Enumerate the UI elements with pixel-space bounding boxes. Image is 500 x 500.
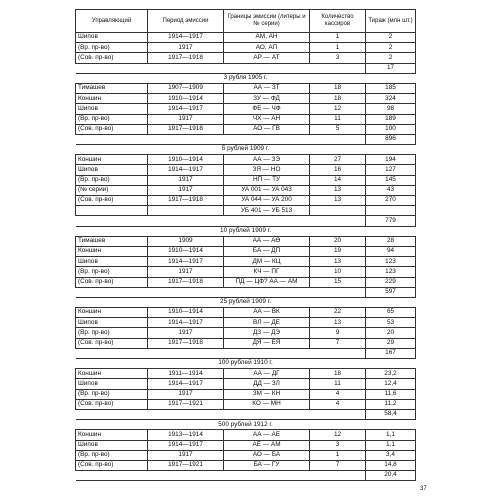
total-row — [76, 63, 416, 73]
header-manager: Управляющий — [76, 10, 148, 33]
cell-manager: (Сов. пр-во) — [76, 460, 148, 470]
cell-manager: Шипов — [76, 257, 148, 267]
cell-range: АА — ЗЭ — [224, 155, 310, 165]
cell-circulation: 123 — [366, 257, 416, 267]
cell-cashiers: 1 — [310, 450, 366, 460]
total-spacer — [76, 471, 366, 481]
section-title: 5 рублей 1909 г. — [76, 145, 416, 155]
cell-circulation: 127 — [366, 165, 416, 175]
cell-period: 1910—1914 — [148, 246, 224, 256]
total-spacer — [76, 409, 366, 419]
cell-period: 1917—1918 — [148, 196, 224, 206]
cell-circulation: 145 — [366, 175, 416, 185]
total-value: 20,4 — [366, 471, 416, 481]
cell-range: АА — АӨ — [224, 236, 310, 246]
table-row — [76, 155, 416, 165]
cell-circulation: 100 — [366, 124, 416, 134]
cell-circulation: 270 — [366, 196, 416, 206]
cell-period: 1917—1918 — [148, 338, 224, 348]
cell-period: 1914—1917 — [148, 440, 224, 450]
cell-range: АА — ВК — [224, 308, 310, 318]
cell-range: АА — АЕ — [224, 430, 310, 440]
header-period: Период эмиссии — [148, 10, 224, 33]
cell-manager: Шипов — [76, 165, 148, 175]
table-row — [76, 175, 416, 185]
cell-manager: Тимашев — [76, 236, 148, 246]
cell-circulation: 229 — [366, 277, 416, 287]
cell-manager: (Сов. пр-во) — [76, 277, 148, 287]
cell-cashiers: 3 — [310, 440, 366, 450]
total-spacer — [76, 216, 366, 226]
cell-period: 1917—1918 — [148, 124, 224, 134]
cell-circulation: 194 — [366, 155, 416, 165]
table-row — [76, 460, 416, 470]
table-row — [76, 277, 416, 287]
cell-circulation: 189 — [366, 114, 416, 124]
cell-cashiers: 22 — [310, 308, 366, 318]
table-row — [76, 257, 416, 267]
page-number: 37 — [420, 486, 427, 492]
total-value: 58,4 — [366, 409, 416, 419]
total-row — [76, 216, 416, 226]
cell-circulation: 28 — [366, 236, 416, 246]
cell-manager: Шипов — [76, 379, 148, 389]
cell-range: ЗМ — КН — [224, 389, 310, 399]
cell-period: 1910—1914 — [148, 308, 224, 318]
cell-cashiers: 19 — [310, 246, 366, 256]
cell-circulation: 65 — [366, 308, 416, 318]
table-row — [76, 246, 416, 256]
cell-manager: (Сов. пр-во) — [76, 399, 148, 409]
section-title-row — [76, 73, 416, 83]
cell-cashiers: 4 — [310, 399, 366, 409]
cell-range: ДЗ — ДЭ — [224, 328, 310, 338]
header-range: Границы эмиссии (литеры и № серии) — [224, 10, 310, 33]
section-title: 100 рублей 1910 г. — [76, 359, 416, 369]
cell-manager: (Сов. пр-во) — [76, 124, 148, 134]
cell-cashiers: 16 — [310, 165, 366, 175]
header-row — [76, 10, 416, 33]
cell-period: 1917 — [148, 328, 224, 338]
cell-period: 1914—1917 — [148, 379, 224, 389]
cell-period: 1917 — [148, 175, 224, 185]
cell-range: ЧХ — АН — [224, 114, 310, 124]
cell-cashiers: 27 — [310, 155, 366, 165]
total-value: 597 — [366, 287, 416, 297]
cell-manager: Коншин — [76, 369, 148, 379]
cell-range: УА 001 — УА 043 — [224, 185, 310, 195]
cell-circulation: 11,2 — [366, 399, 416, 409]
cell-cashiers: 12 — [310, 104, 366, 114]
cell-circulation: 324 — [366, 94, 416, 104]
section-title: 500 рублей 1912 г. — [76, 420, 416, 430]
total-row — [76, 409, 416, 419]
cell-cashiers: 12 — [310, 430, 366, 440]
cell-period: 1913—1914 — [148, 430, 224, 440]
cell-circulation: 1,1 — [366, 430, 416, 440]
cell-cashiers: 3 — [310, 53, 366, 63]
cell-range: АО — БА — [224, 450, 310, 460]
cell-range: ЗЯ — НО — [224, 165, 310, 175]
cell-circulation: 2 — [366, 33, 416, 43]
total-spacer — [76, 63, 366, 73]
cell-manager: Шипов — [76, 440, 148, 450]
cell-period: 1910—1914 — [148, 94, 224, 104]
table-row — [76, 389, 416, 399]
total-row — [76, 471, 416, 481]
table-row — [76, 430, 416, 440]
table-row — [76, 308, 416, 318]
cell-cashiers: 11 — [310, 379, 366, 389]
table-row — [76, 165, 416, 175]
table-row — [76, 236, 416, 246]
cell-period: 1914—1917 — [148, 318, 224, 328]
cell-cashiers: 10 — [310, 267, 366, 277]
cell-range: АО — ГВ — [224, 124, 310, 134]
cell-cashiers: 13 — [310, 257, 366, 267]
total-spacer — [76, 348, 366, 358]
cell-period: 1911—1914 — [148, 369, 224, 379]
cell-manager: (Вр. пр-во) — [76, 114, 148, 124]
cell-range: ФЕ — ЧФ — [224, 104, 310, 114]
cell-cashiers: 13 — [310, 185, 366, 195]
cell-circulation: 29 — [366, 338, 416, 348]
total-value: 779 — [366, 216, 416, 226]
cell-circulation: 123 — [366, 267, 416, 277]
section-title-row — [76, 226, 416, 236]
cell-period: 1917 — [148, 114, 224, 124]
table-row — [76, 185, 416, 195]
cell-range: АА — ДГ — [224, 369, 310, 379]
table-row — [76, 124, 416, 134]
table-row — [76, 328, 416, 338]
total-spacer — [76, 134, 366, 144]
cell-period — [148, 206, 224, 216]
cell-cashiers: 1 — [310, 33, 366, 43]
total-row — [76, 287, 416, 297]
cell-manager: Коншин — [76, 430, 148, 440]
cell-range: БА — ГУ — [224, 460, 310, 470]
total-row — [76, 348, 416, 358]
cell-manager: Коншин — [76, 246, 148, 256]
table-row — [76, 114, 416, 124]
cell-period: 1907—1909 — [148, 83, 224, 93]
cell-circulation: 2 — [366, 43, 416, 53]
cell-circulation: 94 — [366, 246, 416, 256]
table-row — [76, 379, 416, 389]
cell-circulation: 43 — [366, 185, 416, 195]
table-row — [76, 399, 416, 409]
cell-circulation: 3,4 — [366, 450, 416, 460]
section-title: 10 рублей 1909 г. — [76, 226, 416, 236]
table-row — [76, 43, 416, 53]
cell-range: АА — ЗТ — [224, 83, 310, 93]
table-row — [76, 53, 416, 63]
cell-period: 1910—1914 — [148, 155, 224, 165]
header-cashiers: Количество кассиров — [310, 10, 366, 33]
total-row — [76, 134, 416, 144]
table-row — [76, 94, 416, 104]
cell-cashiers: 13 — [310, 196, 366, 206]
cell-period: 1917—1918 — [148, 277, 224, 287]
cell-range: УБ 401 — УБ 513 — [224, 206, 310, 216]
table-row — [76, 104, 416, 114]
section-title-row — [76, 297, 416, 307]
cell-cashiers: 4 — [310, 389, 366, 399]
cell-period: 1914—1917 — [148, 165, 224, 175]
cell-range: ВЛ — ДЕ — [224, 318, 310, 328]
cell-range: УА 044 — УА 200 — [224, 196, 310, 206]
table-row — [76, 83, 416, 93]
cell-circulation: 53 — [366, 318, 416, 328]
cell-period: 1917—1918 — [148, 53, 224, 63]
cell-cashiers — [310, 206, 366, 216]
cell-cashiers: 13 — [310, 318, 366, 328]
total-value: 167 — [366, 348, 416, 358]
cell-period: 1914—1917 — [148, 33, 224, 43]
cell-range: КО — МН — [224, 399, 310, 409]
cell-circulation: 23,2 — [366, 369, 416, 379]
table-row — [76, 338, 416, 348]
cell-circulation: 12,4 — [366, 379, 416, 389]
cell-circulation: 14,8 — [366, 460, 416, 470]
cell-period: 1917—1921 — [148, 460, 224, 470]
cell-cashiers: 11 — [310, 114, 366, 124]
cell-circulation: 20 — [366, 328, 416, 338]
table-row — [76, 206, 416, 216]
cell-cashiers: 18 — [310, 94, 366, 104]
header-circulation: Тираж (млн шт.) — [366, 10, 416, 33]
cell-manager: Шипов — [76, 104, 148, 114]
cell-manager: (Вр. пр-во) — [76, 267, 148, 277]
cell-range: ДД — ЗЛ — [224, 379, 310, 389]
cell-range: ДМ — КЦ — [224, 257, 310, 267]
cell-manager: Шипов — [76, 318, 148, 328]
cell-manager: (Вр. пр-во) — [76, 328, 148, 338]
section-title-row — [76, 145, 416, 155]
cell-range: ДЯ — ЕЯ — [224, 338, 310, 348]
cell-range: НП — ТУ — [224, 175, 310, 185]
table-row — [76, 318, 416, 328]
cell-manager: (Вр. пр-во) — [76, 450, 148, 460]
cell-range: БА — ДП — [224, 246, 310, 256]
cell-period: 1917 — [148, 389, 224, 399]
section-title-row — [76, 420, 416, 430]
cell-manager: (Вр. пр-во) — [76, 389, 148, 399]
cell-range: КЧ — ПГ — [224, 267, 310, 277]
cell-range: ПД — ЦФ? АА — АМ — [224, 277, 310, 287]
cell-period: 1914—1917 — [148, 257, 224, 267]
cell-manager: (Вр. пр-во) — [76, 43, 148, 53]
cell-manager: Шипов — [76, 33, 148, 43]
cell-manager: Коншин — [76, 94, 148, 104]
cell-manager: (Сов. пр-во) — [76, 53, 148, 63]
cell-period: 1917—1921 — [148, 399, 224, 409]
table-row — [76, 33, 416, 43]
table-row — [76, 450, 416, 460]
table-row — [76, 440, 416, 450]
total-value: 896 — [366, 134, 416, 144]
cell-circulation: 185 — [366, 83, 416, 93]
table-body — [76, 33, 416, 481]
table-row — [76, 267, 416, 277]
cell-cashiers: 20 — [310, 236, 366, 246]
table-row — [76, 196, 416, 206]
section-title-row — [76, 359, 416, 369]
cell-range: АМ, АН — [224, 33, 310, 43]
cell-circulation: 11,6 — [366, 389, 416, 399]
cell-circulation: 98 — [366, 104, 416, 114]
cell-cashiers: 7 — [310, 338, 366, 348]
total-spacer — [76, 287, 366, 297]
cell-circulation: 1,1 — [366, 440, 416, 450]
cell-period: 1917 — [148, 185, 224, 195]
section-title: 3 рубля 1905 г. — [76, 73, 416, 83]
cell-manager: (№ серии) — [76, 185, 148, 195]
total-value: 17 — [366, 63, 416, 73]
cell-range: АР — АТ — [224, 53, 310, 63]
cell-manager: (Сов. пр-во) — [76, 338, 148, 348]
cell-circulation — [366, 206, 416, 216]
cell-period: 1914—1917 — [148, 104, 224, 114]
cell-period: 1917 — [148, 267, 224, 277]
cell-cashiers: 1 — [310, 43, 366, 53]
cell-manager — [76, 206, 148, 216]
cell-cashiers: 18 — [310, 369, 366, 379]
cell-cashiers: 18 — [310, 83, 366, 93]
table-row — [76, 369, 416, 379]
cell-manager: (Вр. пр-во) — [76, 175, 148, 185]
cell-circulation: 2 — [366, 53, 416, 63]
cell-range: ЗУ — ФД — [224, 94, 310, 104]
cell-manager: Коншин — [76, 155, 148, 165]
cell-range: АЕ — АМ — [224, 440, 310, 450]
cell-range: АО, АП — [224, 43, 310, 53]
cell-period: 1917 — [148, 450, 224, 460]
cell-cashiers: 9 — [310, 328, 366, 338]
cell-cashiers: 7 — [310, 460, 366, 470]
cell-period: 1917 — [148, 43, 224, 53]
cell-period: 1909 — [148, 236, 224, 246]
cell-manager: Тимашев — [76, 83, 148, 93]
cell-manager: Коншин — [76, 308, 148, 318]
cell-manager: (Сов. пр-во) — [76, 196, 148, 206]
cell-cashiers: 15 — [310, 277, 366, 287]
cell-cashiers: 14 — [310, 175, 366, 185]
banknote-emission-table — [75, 9, 416, 481]
section-title: 25 рублей 1909 г. — [76, 297, 416, 307]
cell-cashiers: 5 — [310, 124, 366, 134]
